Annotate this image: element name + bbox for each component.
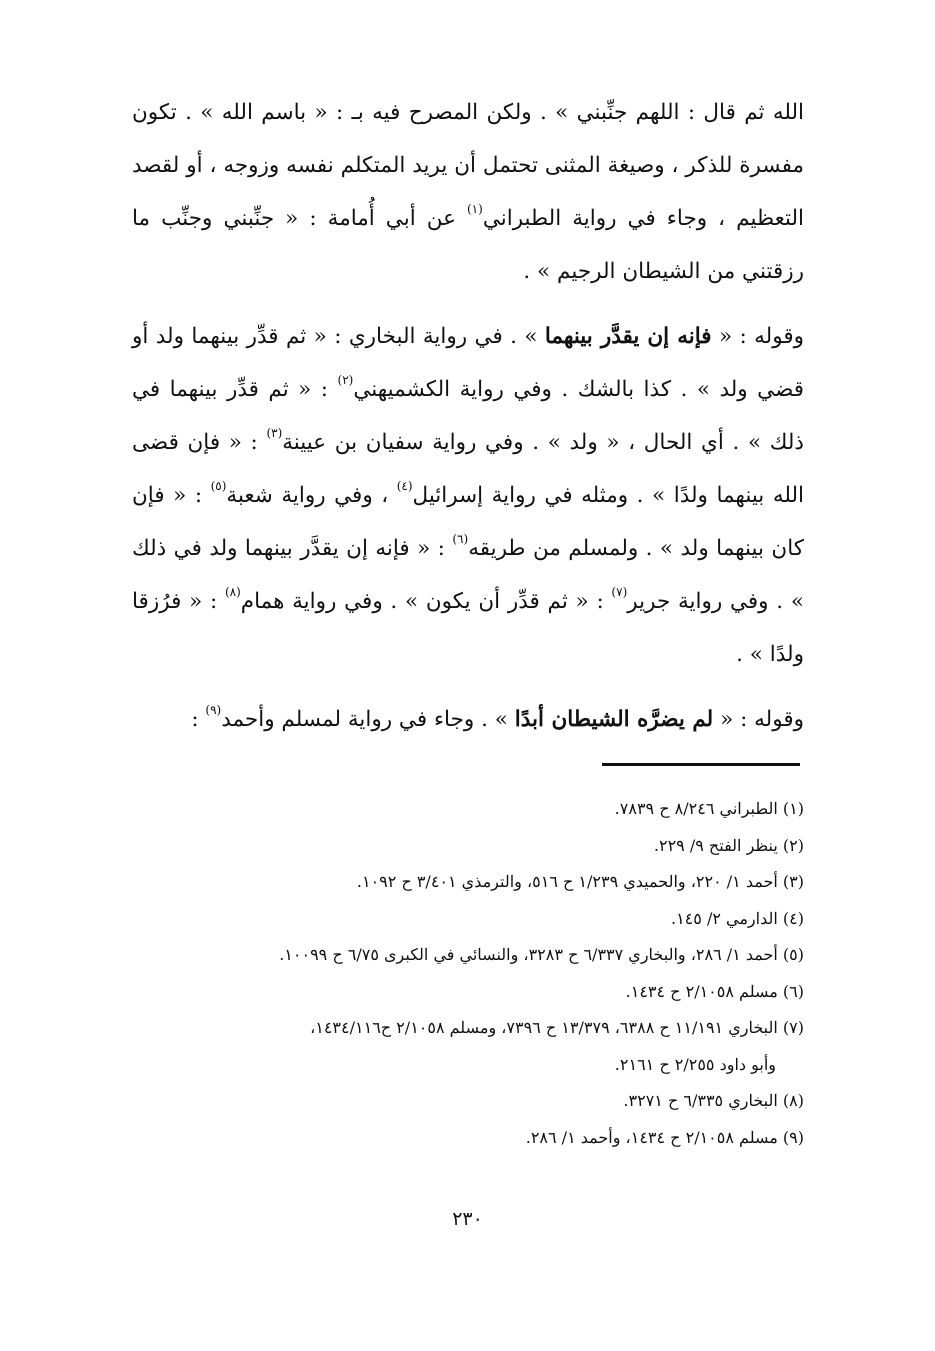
paragraph-2 — [132, 310, 804, 681]
text-run: الله ثم قال : اللهم جنِّبني » . ولكن المصرح فيه بـ : « باسم الله » . تكون مفسرة للذكر ، وصيغة المثنى تحتمل أن يريد المتكلم نفسه وزوجه ، أو لقصد التعظيم ، وجاء في رواية الطبراني — [132, 100, 804, 231]
text-run: » . في رواية البخاري : « ثم قدِّر بينهما ولد أو قضي ولد » . كذا بالشك . وفي رواية الكشميهني — [132, 324, 804, 402]
text-run: : — [191, 707, 206, 732]
footnote-ref-9[interactable]: (٩) — [205, 703, 222, 717]
text-run: » . وجاء في رواية لمسلم وأحمد — [221, 707, 515, 732]
page-number: ٢٣٠ — [452, 1208, 483, 1230]
text-run: : « فرُزقا ولدًا » . — [132, 589, 804, 667]
footnote-ref-8[interactable]: (٨) — [224, 585, 241, 599]
footnote-ref-3[interactable]: (٣) — [266, 426, 283, 440]
footnote-7-line-2: وأبو داود ٢/٢٥٥ ح ٢١٦١. — [614, 1054, 776, 1074]
footnote-divider — [602, 763, 800, 766]
footnote-8: (٨) البخاري ٦/٣٣٥ ح ٣٢٧١. — [623, 1091, 804, 1110]
footnotes — [132, 791, 804, 1156]
text-run: : « فإن قضى الله بينهما ولدًا » . ومثله في رواية إسرائيل — [132, 430, 804, 508]
footnote-2: (٢) ينظر الفتح ٩/ ٢٢٩. — [653, 835, 804, 855]
text-run: : « فإنه إن يقدَّر بينهما ولد في ذلك » . وفي رواية جرير — [132, 536, 804, 614]
footnote-1: (١) الطبراني ٨/٢٤٦ ح ٧٨٣٩. — [614, 799, 804, 818]
paragraph-1 — [132, 86, 804, 298]
text-run: : « فإن كان بينهما ولد » . ولمسلم من طريقه — [132, 483, 805, 561]
footnote-4: (٤) الدارمي ٢/ ١٤٥. — [670, 908, 804, 928]
footnote-ref-6[interactable]: (٦) — [452, 532, 469, 546]
footnote-7-line-1: (٧) البخاري ١١/١٩١ ح ٦٣٨٨، ١٣/٣٧٩ ح ٧٣٩٦، ومسلم ٢/١٠٥٨ ح١٤٣٤/١١٦، — [310, 1018, 804, 1037]
footnote-ref-7[interactable]: (٧) — [611, 585, 628, 599]
footnote-ref-2[interactable]: (٢) — [337, 373, 354, 387]
text-run: وقوله : « — [713, 707, 804, 732]
text-run: : « ثم قدِّر أن يكون » . وفي رواية همام — [240, 589, 612, 614]
text-run: : « ثم قدِّر بينهما في ذلك » . أي الحال ، « ولد » . وفي رواية سفيان بن عيينة — [132, 377, 804, 455]
footnote-ref-1[interactable]: (١) — [466, 202, 483, 216]
text-run: عن أبي أُمامة : « جنِّبني وجنِّب ما رزقتني من الشيطان الرجيم » . — [132, 206, 804, 284]
bold-quote: فإنه إن يقدَّر بينهما — [544, 324, 712, 349]
text-run: ، وفي رواية شعبة — [226, 483, 397, 508]
paragraph-3 — [132, 693, 804, 746]
footnote-9: (٩) مسلم ٢/١٠٥٨ ح ١٤٣٤، وأحمد ١/ ٢٨٦. — [525, 1127, 804, 1147]
footnote-3: (٣) أحمد ١/ ٢٢٠، والحميدي ١/٢٣٩ ح ٥١٦، والترمذي ٣/٤٠١ ح ١٠٩٢. — [356, 872, 804, 891]
footnote-6: (٦) مسلم ٢/١٠٥٨ ح ١٤٣٤. — [625, 981, 804, 1001]
footnote-ref-5[interactable]: (٥) — [210, 479, 227, 493]
main-text — [132, 86, 804, 746]
footnote-ref-4[interactable]: (٤) — [396, 479, 413, 493]
text-run: وقوله : « — [711, 324, 804, 349]
footnote-7 — [132, 1010, 804, 1083]
bold-quote: لم يضرَّه الشيطان أبدًا — [514, 707, 714, 732]
footnote-5: (٥) أحمد ١/ ٢٨٦، والبخاري ٦/٣٣٧ ح ٣٢٨٣، والنسائي في الكبرى ٦/٧٥ ح ١٠٠٩٩. — [279, 945, 804, 964]
